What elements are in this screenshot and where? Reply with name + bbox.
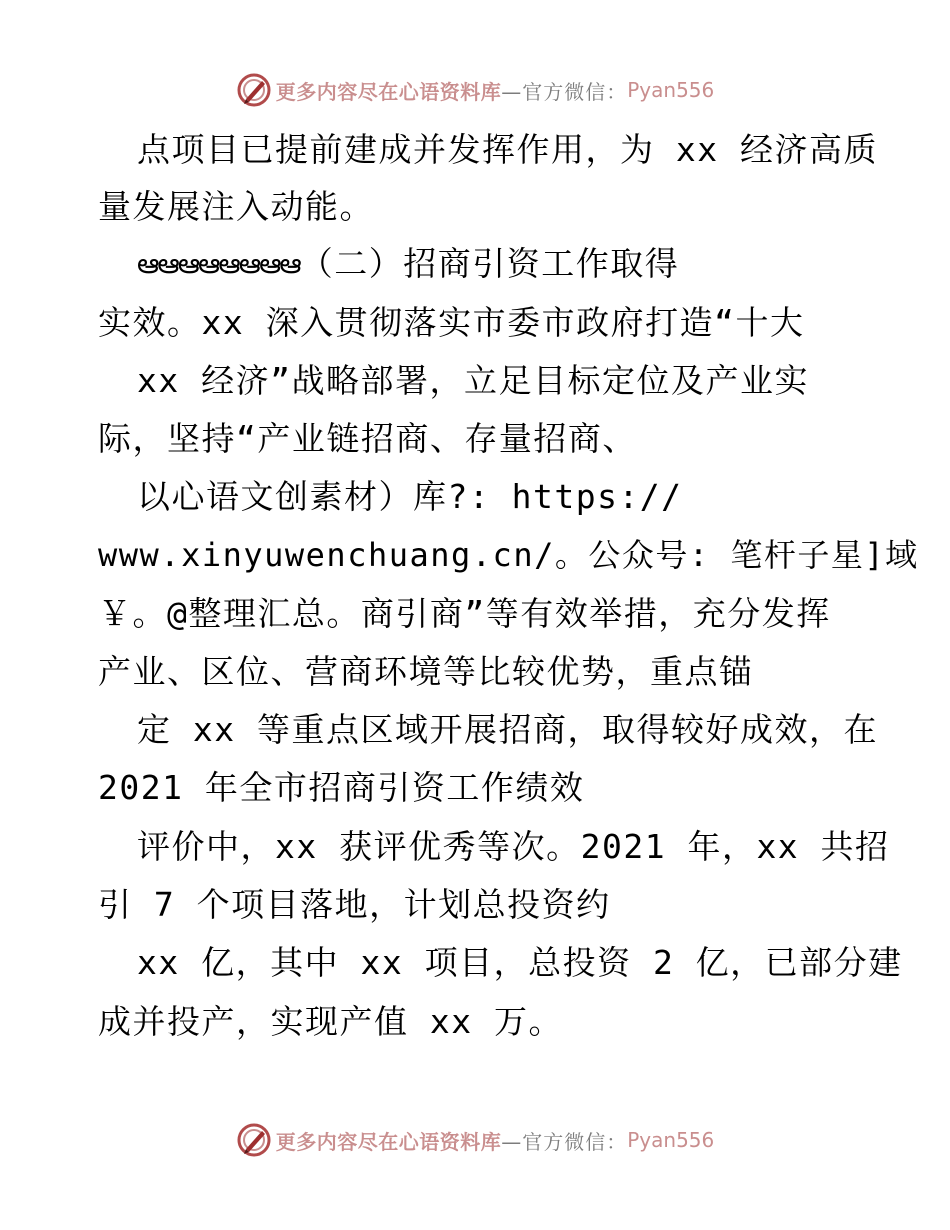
text-line: 产业、区位、营商环境等比较优势，重点锚 xyxy=(98,652,754,691)
text-line: 引 7 个项目落地，计划总投资约 xyxy=(98,885,611,924)
text-line: 2021 年全市招商引资工作绩效 xyxy=(98,768,585,807)
text-line: 以心语文创素材）库?: https:// xyxy=(137,477,683,516)
text-line: 际，坚持“产业链招商、存量招商、 xyxy=(98,419,637,458)
ornament-border-icon: ఆఆఆఆఆఆఆఆ xyxy=(137,247,300,280)
text-line: xx 亿，其中 xx 项目，总投资 2 亿，已部分建 xyxy=(137,943,903,982)
section-heading-line xyxy=(137,244,679,284)
text-line: xx 经济”战略部署，立足目标定位及产业实 xyxy=(137,361,809,400)
watermark-wechat-label: —官方微信： xyxy=(501,79,628,104)
text-line: 成并投产，实现产值 xx 万。 xyxy=(98,1002,563,1041)
text-line: 实效。xx 深入贯彻落实市委市政府打造“十大 xyxy=(98,303,805,342)
section-heading-text: （二）招商引资工作取得 xyxy=(299,244,680,283)
watermark-wechat-id: Pyan556 xyxy=(627,78,715,102)
text-line: www.xinyuwenchuang.cn/。公众号: 笔杆子星]域 xyxy=(98,536,919,574)
watermark-wechat-id: Pyan556 xyxy=(627,1128,715,1152)
text-line: ￥。@整理汇总。商引商”等有效举措，充分发挥 xyxy=(98,594,831,633)
pen-logo-icon xyxy=(236,1122,272,1158)
watermark-text: 更多内容尽在心语资料库 xyxy=(275,1129,502,1154)
text-line: 定 xx 等重点区域开展招商，取得较好成效，在 xyxy=(137,710,878,749)
footer-watermark xyxy=(0,1120,950,1160)
watermark-wechat-label: —官方微信： xyxy=(501,1129,628,1154)
text-line: 点项目已提前建成并发挥作用，为 xx 经济高质 xyxy=(137,130,878,169)
watermark-text: 更多内容尽在心语资料库 xyxy=(275,79,502,104)
text-line: 评价中，xx 获评优秀等次。2021 年，xx 共招 xyxy=(137,827,890,866)
text-line: 量发展注入动能。 xyxy=(98,187,374,226)
